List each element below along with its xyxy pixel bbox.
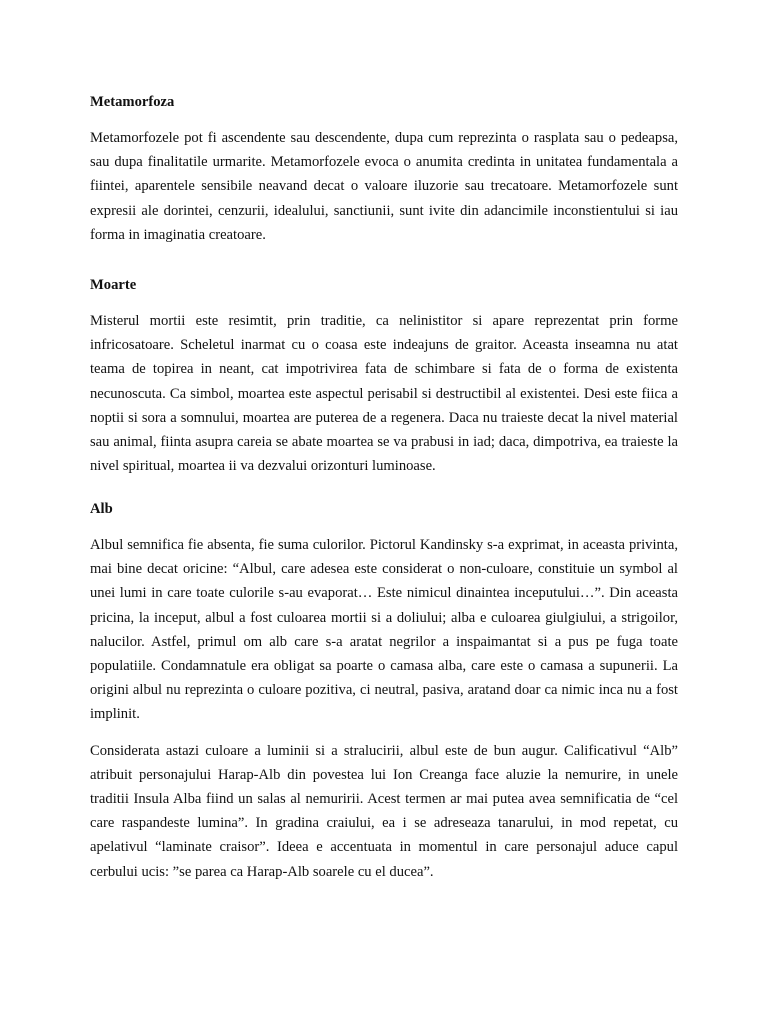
section-alb: [90, 499, 678, 884]
paragraph: Metamorfozele pot fi ascendente sau descendente, dupa cum reprezinta o rasplata sau o pedeapsa, sau dupa finalitatile urmarite. Metamorfozele evoca o anumita credinta in unitatea fundamentala a fiintei, aparentele sensibile neavand decat o valoare iluzorie sau trecatoare. Metamorfozele sunt expresii ale dorintei, cenzurii, idealului, sanctiunii, sunt ivite din adancimile inconstientului si iau forma in imaginatia creatoare.: [90, 130, 678, 243]
section-heading: Alb: [90, 501, 113, 517]
section-moarte: [90, 275, 678, 478]
section-heading: Moarte: [90, 277, 137, 293]
section-heading: Metamorfoza: [90, 94, 175, 110]
paragraph: Considerata astazi culoare a luminii si a stralucirii, albul este de bun augur. Calificativul “Alb” atribuit personajului Harap-Alb din povestea lui Ion Creanga face aluzie la nemurire, in unele traditii Insula Alba fiind un salas al nemuririi. Acest termen ar mai putea avea semnificatia de “cel care raspandeste lumina”. In gradina craiului, ea i se adreseaza tanarului, in mod repetat, cu apelativul “laminate craisor”. Ideea e accentuata in momentul in care personajul aduce capul cerbului ucis: ”se parea ca Harap-Alb soarele cu el ducea”.: [90, 742, 678, 880]
paragraph: Albul semnifica fie absenta, fie suma culorilor. Pictorul Kandinsky s-a exprimat, in aceasta privinta, mai bine decat oricine: “Albul, care adesea este considerat o non-culoare, constituie un symbol al unei lumi in care toate culorile s-au evaporat… Este nimicul dinaintea inceputului…”. Din aceasta pricina, la inceput, albul a fost culoarea mortii si a doliului; alba e culoarea giulgiului, a strigoilor, nalucilor. Astfel, primul om alb care s-a aratat negrilor a inspaimantat si a pus pe fuga toate populatiile. Condamnatule era obligat sa poarte o camasa alba, care este o camasa a supunerii. La origini albul nu reprezinta o culoare pozitiva, ci neutral, pasiva, aratand doar ca nimic inca nu a fost implinit.: [90, 537, 678, 723]
paragraph: Misterul mortii este resimtit, prin traditie, ca nelinistitor si apare reprezentat prin forme infricosatoare. Scheletul inarmat cu o coasa este indeajuns de graitor. Aceasta inseamna nu atat teama de topirea in neant, cat impotrivirea fata de schimbare si fata de o forma de existenta necunoscuta. Ca simbol, moartea este aspectul perisabil si destructibil al existentei. Desi este fiica a noptii si sora a somnului, moartea are puterea de a regenera. Daca nu traieste decat la nivel material sau animal, fiinta asupra careia se abate moartea se va prabusi in iad; daca, dimpotriva, ea traieste la nivel spiritual, moartea ii va dezvalui orizonturi luminoase.: [90, 313, 678, 475]
section-metamorfoza: [90, 92, 678, 247]
